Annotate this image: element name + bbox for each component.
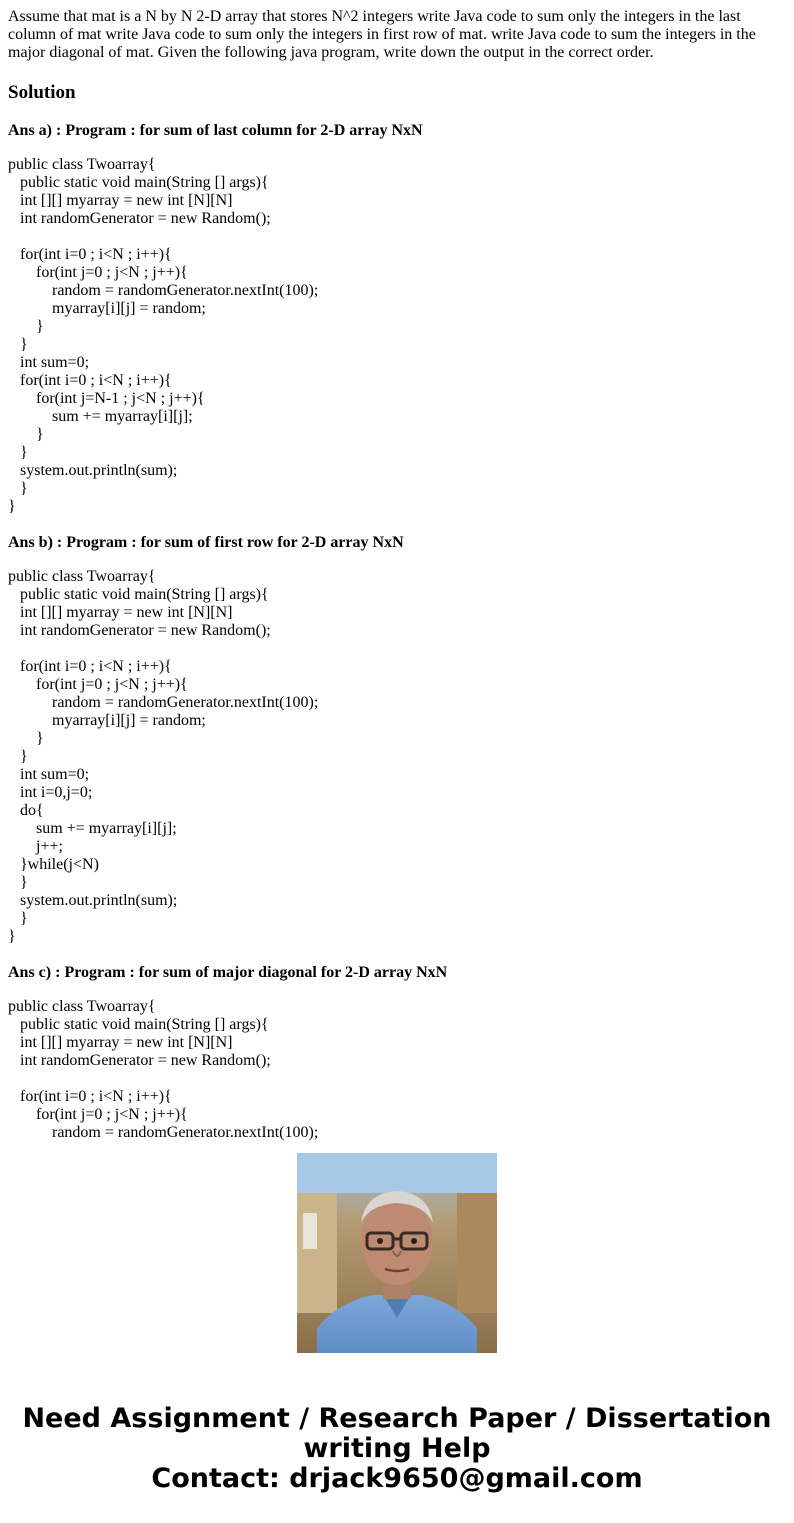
question-text: Assume that mat is a N by N 2-D array that stores N^2 integers write Java code to sum only the integers in the last column of mat write Java code to sum only the integers in first row of mat. write Java code to sum the integers in the major diagonal of mat. Given the following java program, write down the output in the correct order. — [8, 8, 756, 61]
banner-line-3: Contact: drjack9650@gmail.com — [151, 1463, 643, 1494]
code-line: myarray[i][j] = random; — [8, 300, 206, 317]
answers-container — [8, 122, 786, 1142]
code-line: } — [8, 444, 28, 461]
answer-heading: Ans b) : Program : for sum of first row for 2-D array NxN — [8, 534, 404, 551]
answer-heading: Ans c) : Program : for sum of major diagonal for 2-D array NxN — [8, 964, 448, 981]
code-line: sum += myarray[i][j]; — [8, 408, 193, 425]
code-block — [8, 998, 786, 1142]
code-line: public class Twoarray{ — [8, 568, 156, 585]
code-line: } — [8, 336, 28, 353]
code-line: j++; — [8, 838, 63, 855]
code-line: int sum=0; — [8, 766, 90, 783]
code-line: for(int j=0 ; j<N ; j++){ — [8, 264, 188, 281]
code-line: } — [8, 748, 28, 765]
code-line: public static void main(String [] args){ — [8, 174, 269, 191]
code-line: } — [8, 874, 28, 891]
code-line: for(int j=0 ; j<N ; j++){ — [8, 676, 188, 693]
code-line — [8, 228, 786, 246]
portrait-image — [297, 1153, 497, 1353]
code-line: do{ — [8, 802, 44, 819]
code-line: random = randomGenerator.nextInt(100); — [8, 282, 319, 299]
code-line: system.out.println(sum); — [8, 462, 178, 479]
code-line: int [][] myarray = new int [N][N] — [8, 604, 233, 621]
code-line: int randomGenerator = new Random(); — [8, 622, 271, 639]
code-line: sum += myarray[i][j]; — [8, 820, 177, 837]
code-line: } — [8, 480, 28, 497]
document-content — [8, 0, 786, 1141]
code-line: for(int i=0 ; i<N ; i++){ — [8, 658, 172, 675]
author-photo — [297, 1153, 497, 1353]
code-line: public static void main(String [] args){ — [8, 586, 269, 603]
code-line: for(int j=N-1 ; j<N ; j++){ — [8, 390, 205, 407]
code-line: for(int i=0 ; i<N ; i++){ — [8, 1088, 172, 1105]
code-line: } — [8, 318, 44, 335]
solution-heading: Solution — [8, 82, 76, 103]
code-line: public static void main(String [] args){ — [8, 1016, 269, 1033]
code-line: for(int j=0 ; j<N ; j++){ — [8, 1106, 188, 1123]
code-line: int randomGenerator = new Random(); — [8, 1052, 271, 1069]
code-line: for(int i=0 ; i<N ; i++){ — [8, 246, 172, 263]
banner-line-2: writing Help — [303, 1433, 491, 1464]
code-line: } — [8, 426, 44, 443]
answer-heading: Ans a) : Program : for sum of last column for 2-D array NxN — [8, 122, 423, 139]
code-line: random = randomGenerator.nextInt(100); — [8, 1124, 319, 1141]
code-line: for(int i=0 ; i<N ; i++){ — [8, 372, 172, 389]
code-line: int randomGenerator = new Random(); — [8, 210, 271, 227]
code-line: } — [8, 928, 16, 945]
code-line — [8, 640, 786, 658]
code-line: public class Twoarray{ — [8, 998, 156, 1015]
code-line: int [][] myarray = new int [N][N] — [8, 192, 233, 209]
code-line — [8, 1070, 786, 1088]
code-line: } — [8, 498, 16, 515]
code-line: int i=0,j=0; — [8, 784, 93, 801]
code-line: myarray[i][j] = random; — [8, 712, 206, 729]
code-line: int sum=0; — [8, 354, 90, 371]
code-line: system.out.println(sum); — [8, 892, 178, 909]
banner-line-1: Need Assignment / Research Paper / Dissertation — [22, 1403, 772, 1434]
code-block — [8, 568, 786, 946]
code-line: } — [8, 910, 28, 927]
code-block — [8, 156, 786, 516]
code-line: public class Twoarray{ — [8, 156, 156, 173]
contact-banner — [0, 1404, 794, 1494]
code-line: }while(j<N) — [8, 856, 99, 873]
code-line: } — [8, 730, 44, 747]
code-line: int [][] myarray = new int [N][N] — [8, 1034, 233, 1051]
code-line: random = randomGenerator.nextInt(100); — [8, 694, 319, 711]
